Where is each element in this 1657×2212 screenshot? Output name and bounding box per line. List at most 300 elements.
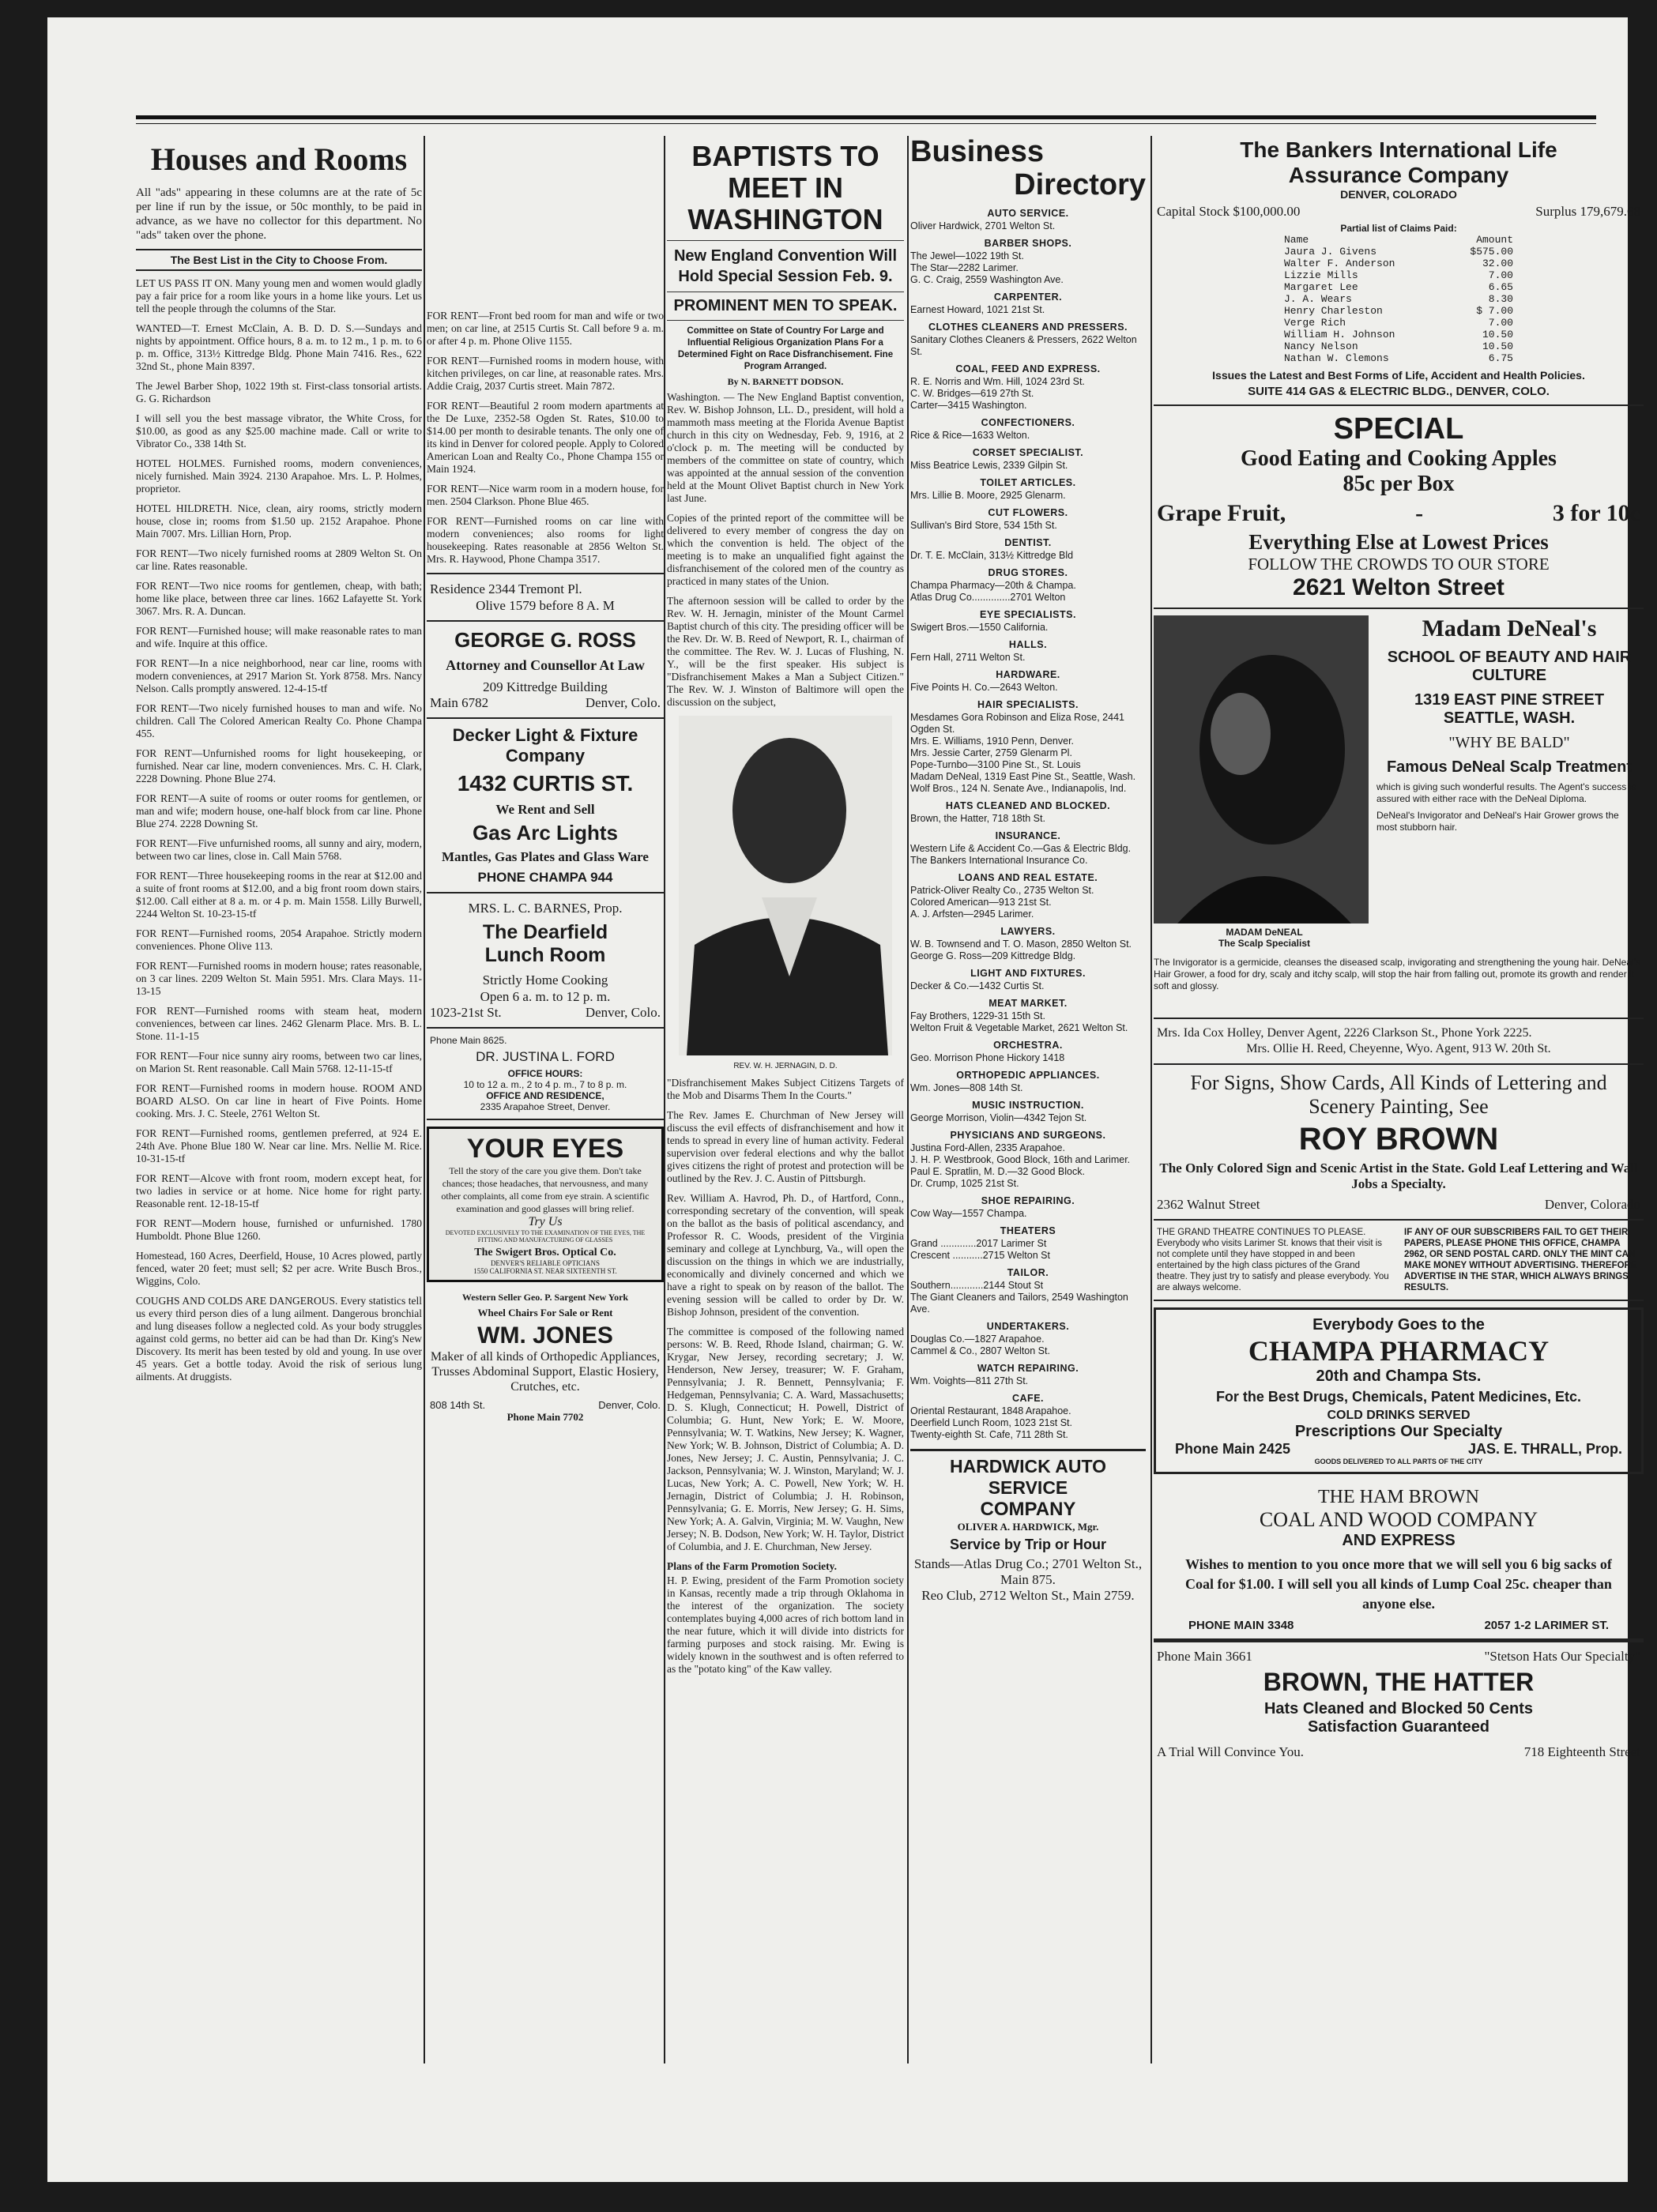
classified-ad: FOR RENT—Four nice sunny airy rooms, between two car lines, on Marion St. Rent reasonable. Call Main 5768. 12-11-15-tf (136, 1050, 422, 1074)
deneal-caption: MADAM DeNEAL (1226, 927, 1303, 938)
your-eyes-ad (427, 1127, 664, 1282)
claim-name: Margaret Lee (1284, 281, 1358, 293)
champa-phone: Phone Main 2425 (1175, 1441, 1291, 1457)
claim-name: Verge Rich (1284, 317, 1346, 329)
directory-entry: Earnest Howard, 1021 21st St. (910, 304, 1045, 315)
deneal-body: DeNeal's Invigorator and DeNeal's Hair Grower grows the most stubborn hair. (1376, 810, 1619, 833)
directory-entry: Madam DeNeal, 1319 East Pine St., Seattle, Wash. (910, 771, 1136, 782)
claim-amount: 6.75 (1488, 352, 1513, 364)
directory-entry: Dr. Crump, 1025 21st St. (910, 1178, 1019, 1189)
bankers-title: The Bankers International Life (1240, 137, 1557, 162)
directory-entry: Paul E. Spratlin, M. D.—32 Good Block. (910, 1166, 1085, 1177)
dearfield-ad (427, 893, 664, 1029)
ham-title: AND EXPRESS (1342, 1532, 1456, 1549)
decker-phone: PHONE CHAMPA 944 (477, 870, 613, 885)
article-byline: By N. BARNETT DODSON. (727, 376, 844, 387)
business-directory (910, 136, 1146, 1604)
column-divider (907, 136, 909, 2063)
directory-entry: Oriental Restaurant, 1848 Arapahoe. (910, 1405, 1071, 1416)
classified-ad: FOR RENT—Furnished rooms in modern house. ROOM AND BOARD ALSO. On car line in heart of Five Points. Home cooking. Mrs. J. C. Steele, 2761 Welton St. (136, 1082, 422, 1119)
article-paragraph: Copies of the printed report of the committee will be delivered to every member of congress the day on which the convention is held. The object of the meeting is to make an unqualified fight against the disfranchisement of the colored men of the country as practiced in many states of the Union. (667, 512, 904, 587)
best-list-banner: The Best List in the City to Choose From. (136, 249, 422, 271)
claim-name: Henry Charleston (1284, 305, 1383, 317)
claim-amount: 32.00 (1482, 258, 1513, 269)
claim-amount: 10.50 (1482, 329, 1513, 340)
ross-phone: Main 6782 (430, 695, 489, 710)
jones-address: 808 14th St. (430, 1399, 486, 1411)
directory-category: HALLS. (1008, 639, 1048, 650)
directory-category: INSURANCE. (995, 830, 1061, 841)
directory-entry: Pope-Turnbo—3100 Pine St., St. Louis (910, 759, 1081, 770)
jones-name: WM. JONES (477, 1322, 613, 1349)
claim-row (1284, 352, 1513, 364)
claim-row (1284, 258, 1513, 269)
classifieds-column-right (427, 136, 664, 1427)
decker-line: Gas Arc Lights (473, 821, 618, 845)
claim-amount: 10.50 (1482, 340, 1513, 352)
claim-amount: $575.00 (1470, 246, 1513, 258)
farm-paragraph: H. P. Ewing, president of the Farm Promotion society in Kansas, recently made a trip through Oklahoma in the interest of the organization. The society contemplates buying 4,000 acres of rich bottom land in the near future, which it will divide into districts for farming purposes and stock raising. Mr. Ewing is widely known in the southwest and is often referred to as the "potato king" of the Kaw valley. (667, 1574, 904, 1675)
bankers-suite: SUITE 414 GAS & ELECTRIC BLDG., DENVER, COLO. (1248, 385, 1550, 398)
directory-entry: Rice & Rice—1633 Welton. (910, 430, 1030, 441)
classified-ad: FOR RENT—Furnished rooms, gentlemen preferred, at 924 E. 24th Ave. Phone Blue 180 W. Near car line. Mrs. Nellie M. Rice. 10-31-15-tf (136, 1127, 422, 1164)
directory-category: THEATERS (1000, 1225, 1056, 1236)
claim-name: Nathan W. Clemons (1284, 352, 1389, 364)
bankers-ad (1154, 136, 1644, 406)
roy-name: ROY BROWN (1298, 1122, 1499, 1157)
directory-entry: The Star—2282 Larimer. (910, 262, 1019, 273)
directory-entry: Fay Brothers, 1229-31 15th St. (910, 1010, 1045, 1021)
roy-line: For Signs, Show Cards, All Kinds of Lettering and Scenery Painting, See (1190, 1071, 1607, 1118)
classified-ad: FOR RENT—Nice warm room in a modern house, for men. 2504 Clarkson. Phone Blue 465. (427, 483, 664, 507)
claim-name: Lizzie Mills (1284, 269, 1358, 281)
directory-title: Business (910, 135, 1044, 168)
dearfield-name: The Dearfield (482, 921, 608, 943)
directory-category: UNDERTAKERS. (986, 1321, 1070, 1332)
dearfield-line: Strictly Home Cooking (482, 972, 608, 988)
directory-entry: Welton Fruit & Vegetable Market, 2621 Welton St. (910, 1022, 1128, 1033)
directory-entry: A. J. Arfsten—2945 Larimer. (910, 908, 1034, 920)
article-subheadline: PROMINENT MEN TO SPEAK. (673, 297, 898, 314)
dearfield-hours: Open 6 a. m. to 12 p. m. (480, 989, 611, 1004)
special-line: 85c per Box (1343, 472, 1455, 496)
directory-entry: Sullivan's Bird Store, 534 15th St. (910, 520, 1057, 531)
grapefruit-price: 3 for 10c (1552, 500, 1640, 526)
eyes-title: YOUR EYES (466, 1134, 624, 1164)
hatter-trial: A Trial Will Convince You. (1157, 1744, 1305, 1759)
directory-entry: Mesdames Gora Robinson and Eliza Rose, 2441 Ogden St. (910, 712, 1124, 735)
ham-title: COAL AND WOOD COMPANY (1259, 1508, 1538, 1531)
roy-address: 2362 Walnut Street (1157, 1197, 1260, 1212)
directory-category: BARBER SHOPS. (984, 238, 1072, 249)
claims-table (1284, 234, 1513, 364)
ford-hours: 10 to 12 a. m., 2 to 4 p. m., 7 to 8 p. m. (463, 1079, 627, 1090)
claim-name: J. A. Wears (1284, 293, 1352, 305)
article-headline: BAPTISTS TO MEET IN WASHINGTON (687, 140, 883, 235)
claims-header-amount: Amount (1476, 234, 1513, 246)
ford-office: OFFICE AND RESIDENCE, (486, 1090, 604, 1101)
deneal-photo (1154, 615, 1369, 924)
article-paragraph: The Rev. James E. Churchman of New Jersey will discuss the evil effects of disfranchisement and how it tends to spread in every line of human activity. Federal supervision over federal elections and why the ballot gives citizens the right of protest and protection will be outlined by the Rev. J. C. Austin of Pittsburgh. (667, 1109, 904, 1184)
classified-ad: FOR RENT—Furnished rooms on car line with modern conveniences; also rooms for light housekeeping. Rates reasonable at 2856 Welton St. Mrs. R. Haywood, Phone Champa 3517. (427, 515, 664, 565)
dearfield-name: Lunch Room (484, 944, 606, 966)
directory-entry: Twenty-eighth St. Cafe, 711 28th St. (910, 1429, 1068, 1440)
directory-category: EYE SPECIALISTS. (980, 609, 1076, 620)
directory-entry: Sanitary Clothes Cleaners & Pressers, 2622 Welton St. (910, 334, 1137, 357)
directory-entry: C. W. Bridges—619 27th St. (910, 388, 1034, 399)
special-line: Everything Else at Lowest Prices (1248, 530, 1549, 554)
article-deck: Committee on State of Country For Large and Influential Religious Organization Plans For a Determined Fight on Race Disfranchisement. Fine Program Arranged. (677, 326, 894, 371)
champa-line: For the Best Drugs, Chemicals, Patent Medicines, Etc. (1215, 1389, 1582, 1405)
baptists-article (667, 136, 904, 1683)
directory-entry: Grand .............2017 Larimer St (910, 1238, 1047, 1249)
classified-ad: WANTED—T. Ernest McClain, A. B. D. D. S.—Sundays and nights by appointment. Office hours, 8 a. m. to 12 m., 1 p. m. to 6 p. m. Office, 313½ Kittredge Bldg. Phone Main 7416. Res., 622 32nd St., phone Main 8397. (136, 322, 422, 372)
directory-category: DRUG STORES. (988, 567, 1068, 578)
directory-entry: Fern Hall, 2711 Welton St. (910, 652, 1026, 663)
article-paragraph: The committee is composed of the following named persons: W. B. Reed, Rhode Island, chairman; G. W. Krygar, New Jersey, recording secretary; J. W. Henderson, New Jersey, treasurer; W. F. Graham, Pennsylvania; J. R. Bennett, Pennsylvania; F. Hedgeman, Pennsylvania; C. A. Ward, Massachusetts; D. S. Klugh, Connecticut; H. Powell, District of Columbia; G. Hunt, New York; E. W. Moore, Pennsylvania; W. T. Watkins, New Jersey; K. Wagner, New York; W. B. Johnson, District of Columbia; A. D. Jones, New Jersey; J. C. Austin, Pennsylvania; J. C. Jackson, Pennsylvania; W. J. Winston, Maryland; W. J. Lucas, New York; A. C. Powell, New York; W. H. Jernagin, District of Columbia; J. H. Robinson, Pennsylvania; G. E. Morris, New Jersey; G. H. Sims, New York; A. A. Galvin, Virginia; M. W. Vaughn, New Jersey; N. B. Dodson, New York; W. H. Taylor, District of Columbia, and J. E. Churchman, New Jersey. (667, 1326, 904, 1552)
jones-line: Western Seller Geo. P. Sargent New York (461, 1292, 629, 1303)
jones-body: Maker of all kinds of Orthopedic Appliances, Trusses Abdominal Support, Elastic Hosiery, Crutches, etc. (430, 1350, 661, 1394)
directory-category: LAWYERS. (1000, 926, 1056, 937)
directory-category: CARPENTER. (993, 292, 1063, 303)
article-body (667, 391, 904, 709)
classified-ad: HOTEL HILDRETH. Nice, clean, airy rooms, strictly modern house, close in; rooms from $1.50 up. 2152 Arapahoe. Phone Main 7007. Mrs. Lillian Horn, Prop. (136, 502, 422, 540)
directory-category: CUT FLOWERS. (988, 507, 1068, 518)
ross-city: Denver, Colo. (585, 695, 661, 710)
champa-address: 20th and Champa Sts. (1316, 1367, 1482, 1385)
article-paragraph: Washington. — The New England Baptist convention, Rev. W. Bishop Johnson, LL. D., president, will hold a mammoth mass meeting at the Florida Avenue Baptist church in this city on Wednesday, Feb. 9, 1916, at 2 o'clock p. m. The meeting will be conducted by members of the committee on state of country, which was appointed at the annual session of the convention held at the Mount Olivet Baptist church in New York last June. (667, 391, 904, 504)
column-divider (424, 136, 425, 2063)
decker-line: We Rent and Sell (495, 802, 595, 817)
dearfield-prop: MRS. L. C. BARNES, Prop. (468, 901, 623, 916)
hardwick-title: COMPANY (980, 1499, 1076, 1520)
classified-ad: FOR RENT—In a nice neighborhood, near car line, rooms with modern conveniences, at 2917 Marion St. York 8758. Mrs. Nancy Nelson. Calls promptly answered. 12-4-15-tf (136, 657, 422, 694)
special-line: Good Eating and Cooking Apples (1241, 446, 1557, 471)
ham-title: THE HAM BROWN (1318, 1487, 1479, 1507)
subscribers-notice: IF ANY OF OUR SUBSCRIBERS FAIL TO GET THEIR PAPERS, PLEASE PHONE THIS OFFICE, CHAMPA 2962, OR SEND POSTAL CARD. ONLY THE MINT CAN MAKE MONEY WITHOUT ADVERTISING. THEREFORE ADVERTISE IN THE STAR, WHICH ALWAYS BRINGS RESULTS. (1404, 1228, 1637, 1292)
bankers-surplus: Surplus 179,679.68 (1535, 204, 1640, 219)
directory-entry: Western Life & Accident Co.—Gas & Electric Bldg. (910, 843, 1132, 854)
champa-line: COLD DRINKS SERVED (1327, 1409, 1471, 1422)
claim-row (1284, 317, 1513, 329)
decker-name: Decker Light & Fixture Company (452, 725, 638, 766)
classified-ad: HOTEL HOLMES. Furnished rooms, modern conveniences, nicely furnished. Main 3924. 2130 Arapahoe. Mrs. L. P. Holmes, proprietor. (136, 457, 422, 495)
classified-ad: FOR RENT—Furnished rooms in modern house, with kitchen privileges, on car line, at reasonable rates. Mrs. Addie Craig, 2037 Curtis street. Main 7872. (427, 355, 664, 392)
decker-ad (427, 719, 664, 893)
claim-row (1284, 281, 1513, 293)
claim-row (1284, 269, 1513, 281)
directory-category: SHOE REPAIRING. (981, 1195, 1075, 1206)
claim-name: Walter F. Anderson (1284, 258, 1395, 269)
hardwick-stand: Stands—Atlas Drug Co.; 2701 Welton St., Main 875. (913, 1556, 1143, 1587)
hatter-address: 718 Eighteenth Street (1523, 1744, 1640, 1759)
special-title: SPECIAL (1333, 412, 1464, 446)
classified-ad: FOR RENT—Alcove with front room, modern except heat, for two ladies in service or at home. Nice home for right party. Reasonable rent. 12-18-15-tf (136, 1172, 422, 1209)
hardwick-service: Service by Trip or Hour (949, 1537, 1107, 1552)
ford-address: 2335 Arapahoe Street, Denver. (480, 1101, 611, 1112)
deneal-caption: The Scalp Specialist (1218, 938, 1311, 949)
ford-ad (427, 1029, 664, 1120)
claim-amount: 7.00 (1488, 317, 1513, 329)
ford-hours-title: OFFICE HOURS: (507, 1068, 583, 1079)
top-rule-thin (136, 123, 1596, 124)
portrait-caption: REV. W. H. JERNAGIN, D. D. (733, 1062, 838, 1070)
rates-notice: All "ads" appearing in these columns are at the rate of 5c per line if run by the issue, or 50c monthly, to be paid in advance, as we have no collector for this department. No "ads" taken over the phone. (136, 186, 422, 242)
eyes-devoted: DEVOTED EXCLUSIVELY TO THE EXAMINATION OF THE EYES, THE FITTING AND MANUFACTURING OF GLASSES (445, 1229, 646, 1243)
deneal-agent: Mrs. Ida Cox Holley, Denver Agent, 2226 Clarkson St., Phone York 2225. (1157, 1026, 1532, 1040)
classified-ad: FOR RENT—Three housekeeping rooms in the rear at $12.00 and a suite of front rooms at $12.00, and a big front room down stairs, $12.00. Call either at 8 a. m. or 4 p. m. Main 1558. Lilly Burwell, 2244 Welton St. 10-23-15-tf (136, 870, 422, 920)
classified-ad: I will sell you the best massage vibrator, the White Cross, for $10.00, as good as any $25.00 machine made. Call or write to Vibrator Co., 338 14th St. (136, 412, 422, 450)
directory-entry: Dr. T. E. McClain, 313½ Kittredge Bld (910, 550, 1074, 561)
classified-ad: FOR RENT—Furnished rooms with steam heat, modern conveniences, between car lines. 2462 Glenarm Place. Mrs. B. L. Stone. 11-1-15 (136, 1005, 422, 1042)
claim-row (1284, 340, 1513, 352)
classified-ad: FOR RENT—Five unfurnished rooms, all sunny and airy, modern, between two car lines, close in. Call Main 5768. (136, 837, 422, 862)
directory-category: HATS CLEANED AND BLOCKED. (945, 800, 1111, 811)
directory-entry: The Bankers International Insurance Co. (910, 855, 1088, 866)
directory-category: AUTO SERVICE. (987, 208, 1069, 219)
deneal-image (1154, 615, 1369, 924)
directory-entry: Mrs. Lillie B. Moore, 2925 Glenarm. (910, 490, 1066, 501)
deneal-famous: Famous DeNeal Scalp Treatment (1386, 758, 1633, 776)
jones-ad (427, 1288, 664, 1427)
claims-title: Partial list of Claims Paid: (1340, 223, 1457, 234)
column-divider (664, 136, 665, 2063)
directory-category: ORCHESTRA. (993, 1040, 1063, 1051)
directory-entry: R. E. Norris and Wm. Hill, 1024 23rd St. (910, 376, 1085, 387)
classified-ad: FOR RENT—Modern house, furnished or unfurnished. 1780 Humboldt. Phone Blue 1260. (136, 1217, 422, 1242)
deneal-agents (1154, 1019, 1644, 1065)
ham-brown-ad (1154, 1480, 1644, 1640)
column-divider (1150, 136, 1152, 2063)
directory-entry: Carter—3415 Washington. (910, 400, 1027, 411)
residence-ad (427, 573, 664, 622)
claim-row (1284, 305, 1513, 317)
deneal-agent: Mrs. Ollie H. Reed, Cheyenne, Wyo. Agent, 913 W. 20th St. (1246, 1042, 1551, 1055)
directory-category: HAIR SPECIALISTS. (977, 699, 1079, 710)
residence-line: Residence 2344 Tremont Pl. (430, 581, 582, 596)
directory-entry: J. H. P. Westbrook, Good Block, 16th and Larimer. (910, 1154, 1131, 1165)
ross-name: GEORGE G. ROSS (454, 628, 636, 652)
special-line: FOLLOW THE CROWDS TO OUR STORE (1248, 555, 1550, 574)
hatter-slogan: "Stetson Hats Our Specialty" (1484, 1649, 1640, 1664)
directory-list (910, 208, 1146, 1441)
article-paragraph: The afternoon session will be called to order by the Rev. W. H. Jernagin, minister of the Mount Carmel Baptist church of this city. The presiding officer will be the Rev. Dr. W. B. Reed of Newport, R. I., chairman of the committee. The Rev. W. J. Lucas of Flushing, N. Y., will be the first speaker. His subject is "Disfranchisement Makes a Man a Subject Citizen." The Rev. W. J. Winston of Baltimore will open the discussion on the subject, (667, 595, 904, 708)
classified-ad: FOR RENT—Furnished house; will make reasonable rates to man and wife. Inquire at this office. (136, 625, 422, 649)
claim-amount: 7.00 (1488, 269, 1513, 281)
hatter-ad (1154, 1640, 1644, 1766)
special-address: 2621 Welton Street (1293, 574, 1504, 600)
directory-category: DENTIST. (1004, 537, 1052, 548)
directory-entry: W. B. Townsend and T. O. Mason, 2850 Welton St. (910, 939, 1132, 950)
directory-entry: Mrs. Jessie Carter, 2759 Glenarm Pl. (910, 747, 1072, 758)
directory-entry: Oliver Hardwick, 2701 Welton St. (910, 220, 1056, 231)
classified-ads-left (136, 277, 422, 1383)
ham-phone: PHONE MAIN 3348 (1188, 1619, 1294, 1632)
classified-ad: LET US PASS IT ON. Many young men and women would gladly pay a fair price for a room like yours in a home like yours. Let us tell the people through the columns of the Star. (136, 277, 422, 314)
directory-entry: George G. Ross—209 Kittredge Bldg. (910, 950, 1076, 961)
champa-pharmacy-ad (1154, 1307, 1644, 1474)
ross-address: 209 Kittredge Building (483, 679, 608, 694)
directory-entry: Geo. Morrison Phone Hickory 1418 (910, 1052, 1065, 1063)
ford-name: DR. JUSTINA L. FORD (476, 1049, 615, 1064)
deneal-school: SCHOOL OF BEAUTY AND HAIR CULTURE (1387, 649, 1632, 684)
champa-prop: JAS. E. THRALL, Prop. (1467, 1441, 1622, 1457)
notices-row (1154, 1221, 1644, 1301)
ross-title: Attorney and Counsellor At Law (446, 657, 645, 673)
claim-row (1284, 329, 1513, 340)
champa-line: Everybody Goes to the (1312, 1316, 1485, 1334)
deneal-body: which is giving such wonderful results. The Agent's success is assured with either race with the DeNeal Diploma. (1376, 781, 1636, 804)
farm-title: Plans of the Farm Promotion Society. (667, 1560, 837, 1572)
hardwick-manager: OLIVER A. HARDWICK, Mgr. (957, 1521, 1099, 1533)
roy-line: The Only Colored Sign and Scenic Artist in the State. Gold Leaf Lettering and Wall Jobs a Specialty. (1159, 1161, 1638, 1191)
claims-header-name: Name (1284, 234, 1309, 246)
classified-ad: FOR RENT—Furnished rooms in modern house; rates reasonable, on 3 car lines. 2209 Welton St. Main 5951. Mrs. Clara Mays. 11-13-15 (136, 960, 422, 997)
directory-entry: Wm. Voights—811 27th St. (910, 1375, 1029, 1386)
directory-category: ORTHOPEDIC APPLIANCES. (956, 1070, 1100, 1081)
eyes-body: Tell the story of the care you give them. Don't take chances; those headaches, that nervousness, and many other complaints, all come from eye strain. A scientific examination and good glasses will bring relief. (441, 1165, 650, 1214)
directory-entry: Cow Way—1557 Champa. (910, 1208, 1027, 1219)
directory-category: MEAT MARKET. (989, 998, 1068, 1009)
eyes-firm: The Swigert Bros. Optical Co. (474, 1247, 616, 1258)
classified-ad: FOR RENT—Two nicely furnished houses to man and wife. No children. Call The Colored American Realty Co. Phone Champa 455. (136, 702, 422, 739)
directory-category: CAFE. (1012, 1393, 1044, 1404)
directory-entry: Champa Pharmacy—20th & Champa. (910, 580, 1076, 591)
deneal-title: Madam DeNeal's (1422, 615, 1597, 641)
bankers-title: Assurance Company (1288, 163, 1509, 187)
directory-entry: Mrs. E. Williams, 1910 Penn, Denver. (910, 735, 1075, 747)
directory-entry: Swigert Bros.—1550 California. (910, 622, 1049, 633)
special-ad: SPECIAL Good Eating and Cooking Apples 85c per Box Grape Fruit, - 3 for 10c Everything Else at Lowest Prices FOLLOW THE CROWDS TO OUR STORE 2621 Welton Street (1154, 406, 1644, 609)
decker-line: Mantles, Gas Plates and Glass Ware (442, 849, 649, 864)
directory-category: TOILET ARTICLES. (980, 477, 1076, 488)
eyes-sub: DENVER'S RELIABLE OPTICIANS (490, 1259, 601, 1267)
classified-ad: FOR RENT—Furnished rooms, 2054 Arapahoe. Strictly modern conveniences. Phone Olive 113. (136, 927, 422, 952)
directory-entry: G. C. Craig, 2559 Washington Ave. (910, 274, 1064, 285)
eyes-address: 1550 CALIFORNIA ST. NEAR SIXTEENTH ST. (473, 1267, 617, 1275)
ham-body: Wishes to mention to you once more that we will sell you 6 big sacks of Coal for $1.00. I will sell you all kinds of Lump Coal 25c. cheaper than anyone else. (1185, 1556, 1612, 1612)
hatter-name: BROWN, THE HATTER (1263, 1668, 1535, 1696)
directory-entry: The Jewel—1022 19th St. (910, 250, 1024, 261)
claims-header (1284, 234, 1513, 246)
claim-row (1284, 246, 1513, 258)
directory-entry: Colored American—913 21st St. (910, 897, 1052, 908)
eyes-try: Try Us (528, 1215, 563, 1228)
claim-amount: 8.30 (1488, 293, 1513, 305)
ross-ad (427, 622, 664, 719)
directory-entry: Patrick-Oliver Realty Co., 2735 Welton St. (910, 885, 1094, 896)
jones-phone: Phone Main 7702 (507, 1411, 584, 1423)
classified-ad: Homestead, 160 Acres, Deerfield, House, 10 Acres plowed, partly fenced, water 20 feet; must sell; $2 per acre. Write Busch Bros., Wiggins, Colo. (136, 1250, 422, 1287)
classified-ad: FOR RENT—Two nicely furnished rooms at 2809 Welton St. On car line. Rates reasonable. (136, 547, 422, 572)
grapefruit-label: Grape Fruit, (1157, 500, 1286, 526)
directory-entry: Deerfield Lunch Room, 1023 21st St. (910, 1417, 1072, 1428)
jones-line: Wheel Chairs For Sale or Rent (477, 1307, 613, 1319)
directory-title: Directory (1014, 168, 1146, 201)
deneal-address: 1319 EAST PINE STREET SEATTLE, WASH. (1414, 691, 1605, 727)
article-body-continued (667, 1077, 904, 1676)
directory-entry: Wolf Bros., 124 N. Senate Ave., Indianapolis, Ind. (910, 783, 1127, 794)
bankers-issues: Issues the Latest and Best Forms of Life, Accident and Health Policies. (1212, 369, 1585, 382)
champa-name: CHAMPA PHARMACY (1248, 1335, 1550, 1367)
directory-entry: Decker & Co.—1432 Curtis St. (910, 980, 1045, 991)
champa-line: Prescriptions Our Specialty (1294, 1423, 1503, 1440)
classified-ad: FOR RENT—Front bed room for man and wife or two men; on car line, at 2515 Curtis St. Call before 9 a. m. or after 4 p. m. Phone Olive 1155. (427, 310, 664, 347)
directory-category: MUSIC INSTRUCTION. (972, 1100, 1084, 1111)
claim-name: Nancy Nelson (1284, 340, 1358, 352)
residence-phone: Olive 1579 before 8 A. M (476, 598, 615, 613)
directory-entry: The Giant Cleaners and Tailors, 2549 Washington Ave. (910, 1292, 1128, 1315)
directory-entry: Douglas Co.—1827 Arapahoe. (910, 1334, 1045, 1345)
champa-line: GOODS DELIVERED TO ALL PARTS OF THE CITY (1314, 1458, 1483, 1465)
jones-city: Denver, Colo. (598, 1399, 661, 1411)
deneal-why: "WHY BE BALD" (1448, 734, 1570, 751)
roy-city: Denver, Colorado (1544, 1197, 1640, 1212)
grand-theatre-notice: THE GRAND THEATRE CONTINUES TO PLEASE. Everybody who visits Larimer St. knows that their visit is not complete until they have stopped in and been entertained by the high class pictures of the Grand theatre. They just try to satisfy and please everybody. You are always welcome. (1157, 1228, 1389, 1292)
deneal-ad (1154, 609, 1644, 1019)
classified-ad: FOR RENT—Beautiful 2 room modern apartments at the De Luxe, 2352-58 Ogden St. Rates, $10.00 to $14.00 per month to desirable tenants. The only one of its kind in Denver for colored people. Apply to Colored American Loan and Realty Co., Phone Champa 155 or Main 1924. (427, 400, 664, 475)
hardwick-stand: Reo Club, 2712 Welton St., Main 2759. (921, 1588, 1135, 1603)
directory-category: PHYSICIANS AND SURGEONS. (950, 1130, 1106, 1141)
directory-category: LOANS AND REAL ESTATE. (958, 872, 1098, 883)
directory-entry: Cammel & Co., 2807 Welton St. (910, 1345, 1050, 1356)
claim-name: Jaura J. Givens (1284, 246, 1377, 258)
claim-amount: $ 7.00 (1476, 305, 1513, 317)
directory-category: CORSET SPECIALIST. (972, 447, 1084, 458)
directory-category: LIGHT AND FIXTURES. (970, 968, 1086, 979)
classified-ad: The Jewel Barber Shop, 1022 19th st. First-class tonsorial artists. G. G. Richardson (136, 380, 422, 404)
bankers-capital: Capital Stock $100,000.00 (1157, 204, 1301, 219)
display-ads-column (1154, 136, 1644, 1766)
directory-category: COAL, FEED AND EXPRESS. (955, 363, 1101, 374)
classified-ad: FOR RENT—A suite of rooms or outer rooms for gentlemen, or man and wife; modern house, one-half block from car line. Phone Blue 274. 2228 Downing St. (136, 792, 422, 830)
directory-category: CONFECTIONERS. (981, 417, 1075, 428)
directory-entry: Five Points H. Co.—2643 Welton. (910, 682, 1058, 693)
portrait-image (679, 716, 892, 1055)
directory-entry: Crescent ...........2715 Welton St (910, 1250, 1050, 1261)
classified-ad: COUGHS AND COLDS ARE DANGEROUS. Every statistics tell us every third person dies of a lung ailment. Dangerous bronchial and lung diseases follow a neglected cold. As your body struggles against cold germs, no better aid can be had than Dr. King's New Discovery. Its merit has been tested by old and young. In use over 45 years. Get a bottle today. Avoid the risk of serious lung ailments. At druggists. (136, 1295, 422, 1382)
ham-address: 2057 1-2 LARIMER ST. (1484, 1619, 1609, 1632)
directory-category: CLOTHES CLEANERS AND PRESSERS. (928, 322, 1128, 333)
claim-row (1284, 293, 1513, 305)
directory-category: WATCH REPAIRING. (977, 1363, 1079, 1374)
top-rule (136, 115, 1596, 119)
portrait-photo (679, 716, 892, 1055)
classified-ad: FOR RENT—Unfurnished rooms for light housekeeping, or furnished. Near car line, modern conveniences. Mrs. C. H. Clark, 2228 Downing. Phone Blue 274. (136, 747, 422, 784)
hatter-line: Satisfaction Guaranteed (1307, 1718, 1490, 1736)
directory-category: TAILOR. (1007, 1267, 1049, 1278)
classified-ad: FOR RENT—Two nice rooms for gentlemen, cheap, with bath; home like place, between three car lines. 1662 Lafayette St. York 3067. Mrs. R. A. Duncan. (136, 580, 422, 617)
hatter-phone: Phone Main 3661 (1157, 1649, 1252, 1664)
ford-phone: Phone Main 8625. (430, 1035, 507, 1046)
classified-ads-right (427, 310, 664, 566)
directory-entry: Atlas Drug Co..............2701 Welton (910, 592, 1066, 603)
deneal-body: The Invigorator is a germicide, cleanses the diseased scalp, invigorating and strengthening the young hair. DeNeal's Hair Grower, a food for dry, scaly and itchy scalp, will stop the hair from falling out, promote its growth and render it soft and glossy. (1154, 957, 1640, 991)
directory-entry: Brown, the Hatter, 718 18th St. (910, 813, 1045, 824)
directory-entry: Southern............2144 Stout St (910, 1280, 1044, 1291)
dearfield-city: Denver, Colo. (585, 1005, 661, 1020)
hatter-line: Hats Cleaned and Blocked 50 Cents (1263, 1700, 1534, 1717)
bankers-city: DENVER, COLORADO (1340, 188, 1457, 201)
article-paragraph: "Disfranchisement Makes Subject Citizens Targets of the Mob and Disarms Them In the Courts." (667, 1077, 904, 1101)
hardwick-title: HARDWICK AUTO SERVICE (949, 1456, 1107, 1498)
claim-amount: 6.65 (1488, 281, 1513, 293)
newspaper-page (47, 17, 1640, 2182)
classifieds-column-left (136, 136, 422, 1390)
directory-entry: George Morrison, Violin—4342 Tejon St. (910, 1112, 1087, 1123)
claim-name: William H. Johnson (1284, 329, 1395, 340)
directory-category: HARDWARE. (996, 669, 1060, 680)
